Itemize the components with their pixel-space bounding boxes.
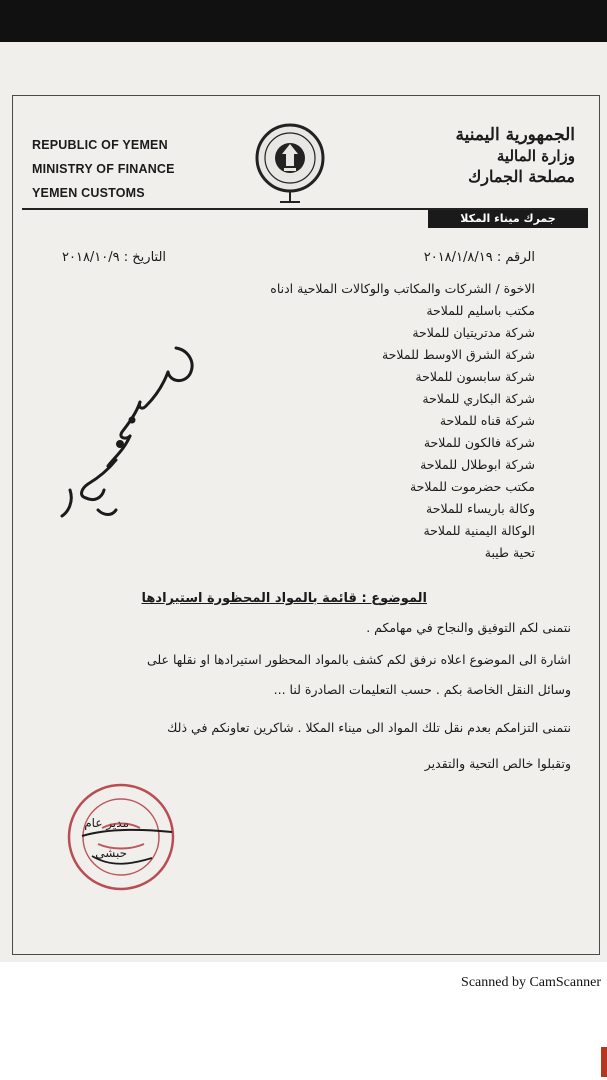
body-paragraph: وتقبلوا خالص التحية والتقدير	[424, 756, 571, 771]
addressee-line: مكتب حضرموت للملاحة	[409, 479, 535, 494]
english-header-line-2: MINISTRY OF FINANCE	[32, 162, 175, 176]
addressee-line: وكالة باريساء للملاحة	[426, 501, 535, 516]
body-paragraph: وسائل النقل الخاصة بكم . حسب التعليمات الصادرة لنا ...	[273, 682, 571, 697]
arabic-header-line-1: الجمهورية اليمنية	[455, 125, 575, 145]
arabic-letterhead	[425, 124, 575, 188]
addressee-line: الوكالة اليمنية للملاحة	[423, 523, 535, 538]
scanner-watermark: Scanned by CamScanner	[461, 975, 601, 990]
top-black-border	[0, 0, 607, 42]
english-header-line-1: REPUBLIC OF YEMEN	[32, 138, 168, 152]
signatory-name: حبشي	[95, 846, 127, 860]
greeting-line: تحية طيبة	[484, 545, 535, 560]
corner-edge	[601, 1047, 607, 1077]
body-paragraph: نتمنى لكم التوفيق والنجاح في مهامكم .	[366, 620, 571, 635]
body-paragraph: اشارة الى الموضوع اعلاه نرفق لكم كشف بالمواد المحظور استيرادها او نقلها على	[146, 652, 571, 667]
yemen-customs-emblem-icon	[252, 122, 328, 206]
letter-date: التاريخ : ٢٠١٨/١٠/٩	[62, 250, 167, 265]
addressee-line: شركة الشرق الاوسط للملاحة	[381, 347, 535, 362]
addressee-line: شركة البكاري للملاحة	[422, 391, 535, 406]
addressee-line: شركة سابسون للملاحة	[415, 369, 535, 384]
addressee-line: الاخوة / الشركات والمكاتب والوكالات الملاحية ادناه	[270, 281, 535, 296]
port-name-label: جمرك ميناء المكلا	[428, 210, 588, 228]
arabic-header-line-3: مصلحة الجمارك	[468, 167, 575, 186]
header-rule	[22, 208, 588, 228]
english-header-line-3: YEMEN CUSTOMS	[32, 186, 145, 200]
bottom-margin	[0, 1005, 607, 1080]
addressee-line: شركة قناه للملاحة	[439, 413, 535, 428]
handwritten-honorific-icon	[58, 340, 208, 530]
addressee-line: شركة ابوطلال للملاحة	[420, 457, 535, 472]
addressee-line: شركة مدتريتيان للملاحة	[412, 325, 535, 340]
subject-line: الموضوع : قائمة بالمواد المحظورة استيرادها	[141, 591, 427, 606]
signatory-title: مدير عام	[84, 816, 129, 830]
addressee-line: شركة فالكون للملاحة	[423, 435, 535, 450]
official-stamp-icon	[62, 778, 180, 896]
arabic-header-line-2: وزارة المالية	[496, 147, 575, 165]
addressee-list	[270, 278, 535, 564]
reference-number: الرقم : ٢٠١٨/١/٨/١٩	[423, 250, 535, 265]
addressee-line: مكتب باسليم للملاحة	[426, 303, 535, 318]
english-letterhead	[32, 133, 232, 205]
body-paragraph: نتمنى التزامكم بعدم نقل تلك المواد الى ميناء المكلا . شاكرين تعاونكم في ذلك	[167, 720, 571, 735]
